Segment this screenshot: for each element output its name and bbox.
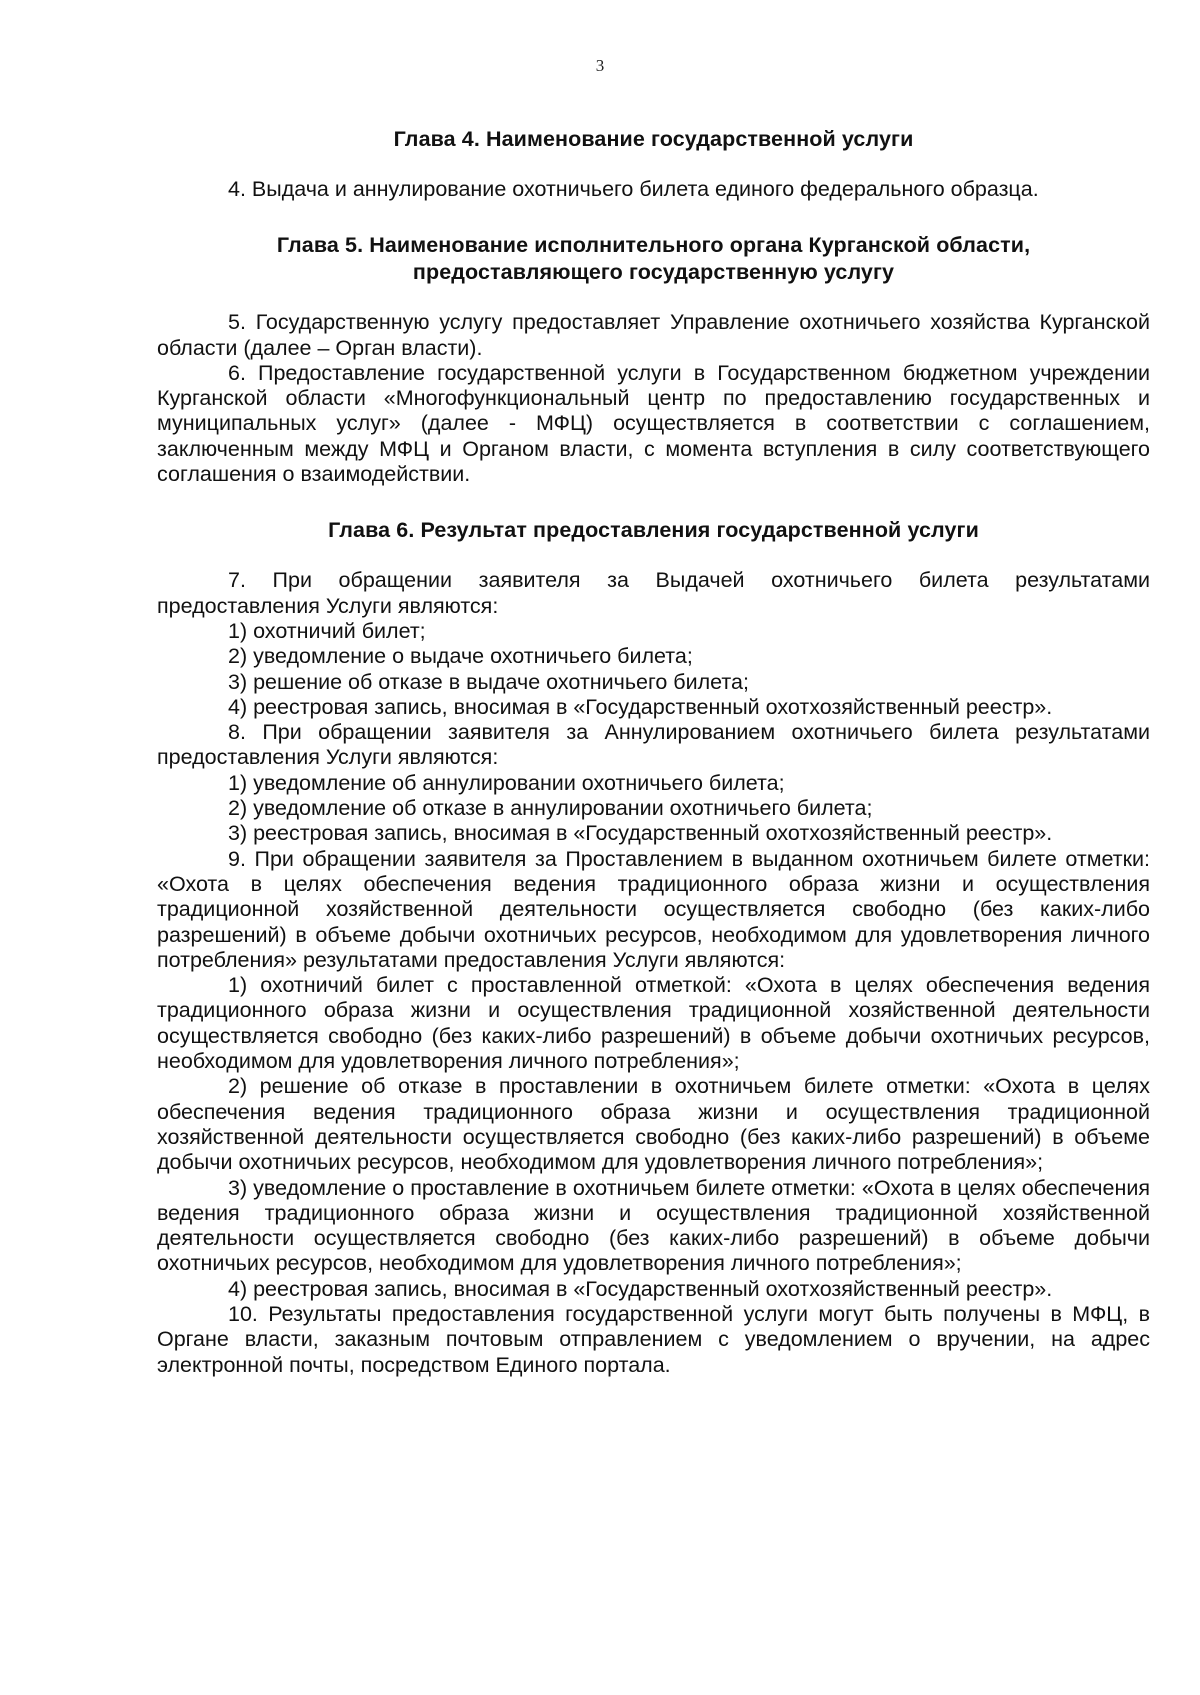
paragraph-9-item-3: 3) уведомление о проставление в охотничьем билете отметки: «Охота в целях обеспечения ведения традиционного образа жизни и осуществления традиционной хозяйственной деятельности осуществляется свободно (без каких-либо разрешений) в объеме добычи охотничьих ресурсов, необходимом для удовлетворения личного потребления»; xyxy=(157,1175,1150,1276)
paragraph-9: 9. При обращении заявителя за Проставлением в выданном охотничьем билете отметки: «Охота в целях обеспечения ведения традиционного образа жизни и осуществления традиционной хозяйственной деятельности осуществляется свободно (без каких-либо разрешений) в объеме добычи охотничьих ресурсов, необходимом для удовлетворения личного потребления» результатами предоставления Услуги являются: xyxy=(157,846,1150,972)
paragraph-9-item-2: 2) решение об отказе в проставлении в охотничьем билете отметки: «Охота в целях обеспечения ведения традиционного образа жизни и осуществления традиционной хозяйственной деятельности осуществляется свободно (без каких-либо разрешений) в объеме добычи охотничьих ресурсов, необходимом для удовлетворения личного потребления»; xyxy=(157,1074,1150,1175)
paragraph-7: 7. При обращении заявителя за Выдачей охотничьего билета результатами предоставления Услуги являются: xyxy=(157,568,1150,618)
chapter-5-title-line-1: Глава 5. Наименование исполнительного органа Курганской области, xyxy=(276,233,1031,258)
document-body xyxy=(157,126,1150,1378)
paragraph-5: 5. Государственную услугу предоставляет Управление охотничьего хозяйства Курганской области (далее – Орган власти). xyxy=(157,310,1150,360)
chapter-6-title: Глава 6. Результат предоставления государственной услуги xyxy=(328,518,979,543)
paragraph-9-item-1: 1) охотничий билет с проставленной отметкой: «Охота в целях обеспечения ведения традиционного образа жизни и осуществления традиционной хозяйственной деятельности осуществляется свободно (без каких-либо разрешений) в объеме добычи охотничьих ресурсов, необходимом для удовлетворения личного потребления»; xyxy=(157,973,1150,1074)
chapter-5-title-line-2: предоставляющего государственную услугу xyxy=(412,260,895,285)
paragraph-8: 8. При обращении заявителя за Аннулированием охотничьего билета результатами предоставления Услуги являются: xyxy=(157,720,1150,770)
paragraph-7-item-2: 2) уведомление о выдаче охотничьего билета; xyxy=(228,644,693,669)
chapter-5-title xyxy=(157,232,1150,286)
paragraph-4: 4. Выдача и аннулирование охотничьего билета единого федерального образца. xyxy=(228,177,1039,201)
paragraph-9-item-4: 4) реестровая запись, вносимая в «Государственный охотхозяйственный реестр». xyxy=(228,1276,1053,1301)
paragraph-7-item-1: 1) охотничий билет; xyxy=(228,618,426,643)
chapter-4-title: Глава 4. Наименование государственной услуги xyxy=(393,127,914,151)
paragraph-8-item-2: 2) уведомление об отказе в аннулировании охотничьего билета; xyxy=(228,796,873,821)
page-number: 3 xyxy=(595,56,605,75)
paragraph-8-item-3: 3) реестровая запись, вносимая в «Государственный охотхозяйственный реестр». xyxy=(228,821,1053,846)
paragraph-7-item-4: 4) реестровая запись, вносимая в «Государственный охотхозяйственный реестр». xyxy=(228,694,1053,719)
paragraph-8-item-1: 1) уведомление об аннулировании охотничьего билета; xyxy=(228,770,785,795)
paragraph-7-item-3: 3) решение об отказе в выдаче охотничьего билета; xyxy=(228,669,749,694)
paragraph-10: 10. Результаты предоставления государственной услуги могут быть получены в МФЦ, в Органе власти, заказным почтовым отправлением с уведомлением о вручении, на адрес электронной почты, посредством Единого портала. xyxy=(157,1301,1150,1377)
paragraph-6: 6. Предоставление государственной услуги в Государственном бюджетном учреждении Курганской области «Многофункциональный центр по предоставлению государственных и муниципальных услуг» (далее - МФЦ) осуществляется в соответствии с соглашением, заключенным между МФЦ и Органом власти, с момента вступления в силу соответствующего соглашения о взаимодействии. xyxy=(157,360,1150,487)
